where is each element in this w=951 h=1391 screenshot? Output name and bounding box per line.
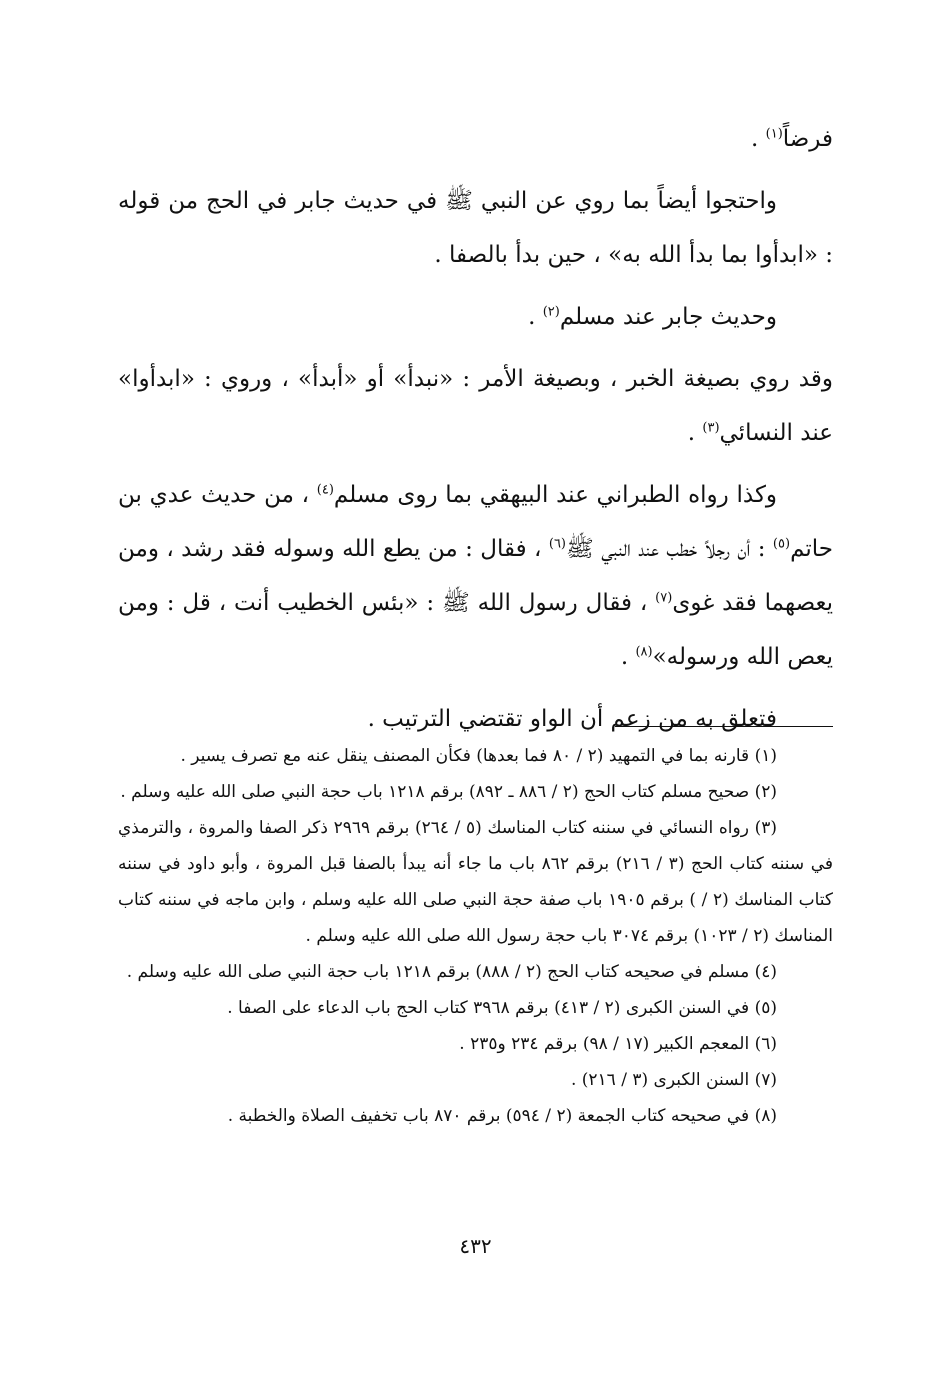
text-run: : أن رجلاً خطب عند النبي ﷺ — [566, 536, 766, 562]
text-run: فرضاً — [782, 126, 833, 152]
footnote: (٤) مسلم في صحيحه كتاب الحج (٢ / ٨٨٨) برقم ١٢١٨ باب حجة النبي صلى الله عليه وسلم . — [126, 962, 777, 982]
footnote-ref: (٧) — [655, 590, 673, 606]
footnotes — [118, 738, 833, 1134]
footnote: (٧) السنن الكبرى (٣ / ٢١٦) . — [570, 1070, 777, 1090]
text-run: ، من حديث عدي بن حاتم — [118, 482, 833, 562]
footnote-ref: (٤) — [316, 482, 334, 498]
text-run: وقد روي بصيغة الخبر ، وبصيغة الأمر : «نبدأ» أو «أبدأ» ، وروي : «ابدأوا» عند النسائي — [118, 366, 833, 446]
footnote: (٨) في صحيحه كتاب الجمعة (٢ / ٥٩٤) برقم ٨٧٠ باب تخفيف الصلاة والخطبة . — [227, 1106, 777, 1126]
footnote-ref: (٢) — [542, 304, 560, 320]
footnote-ref: (١) — [765, 126, 783, 142]
text-run: ، فقال : من يطع الله وسوله فقد رشد ، ومن يعصهما فقد غوى — [118, 536, 834, 616]
paragraph — [118, 174, 833, 282]
footnote-divider — [615, 726, 833, 727]
text-run: ، فقال رسول الله ﷺ : «بئس الخطيب أنت ، قل : ومن يعص الله ورسوله» — [118, 590, 833, 670]
main-text — [118, 112, 833, 746]
footnote: (٦) المعجم الكبير (١٧ / ٩٨) برقم ٢٣٤ و٢٣٥ . — [459, 1034, 777, 1054]
text-run: فتعلق به من زعم أن الواو تقتضي الترتيب . — [367, 706, 777, 732]
paragraph-continuation: فرضاً$^{(١)}$ . — [751, 126, 833, 152]
footnote-ref: (٨) — [635, 644, 653, 660]
text-run: وكذا رواه الطبراني عند البيهقي بما روى مسلم — [333, 482, 777, 508]
footnote: (٢) صحيح مسلم كتاب الحج (٢ / ٨٨٦ ـ ٨٩٢) برقم ١٢١٨ باب حجة النبي صلى الله عليه وسلم . — [120, 782, 777, 802]
paragraph: وقد روي بصيغة الخبر ، وبصيغة الأمر : «نبدأ» أو «أبدأ» ، وروي : «ابدأوا» عند النسائي$^{(٣)}$ . — [118, 366, 833, 446]
footnote: (٥) في السنن الكبرى (٢ / ٤١٣) برقم ٣٩٦٨ كتاب الحج باب الدعاء على الصفا . — [227, 998, 777, 1018]
footnote-ref: (٥) — [772, 536, 791, 552]
text-run: وحديث جابر عند مسلم — [559, 304, 777, 330]
footnote-ref: (٣) — [702, 420, 720, 436]
text-run: واحتجوا أيضاً بما روي عن النبي ﷺ في حديث جابر في الحج من قوله : «ابدأوا بما بدأ الله به» ، حين بدأ بالصفا . — [118, 188, 833, 268]
paragraph: وكذا رواه الطبراني عند البيهقي بما روى مسلم$^{(٤)}$ ، من حديث عدي بن حاتم$^{(٥)}$ : أن رجلاً خطب عند النبي ﷺ$^{(٦)}$ ، فقال : من يطع الله وسوله فقد رشد ، ومن يعصهما فقد غوى$^{(٧)}$ ، فقال رسول الله ﷺ : «بئس الخطيب أنت ، قل : ومن يعص الله ورسوله»$^{(٨)}$ . — [118, 482, 834, 670]
footnote-ref: (٦) — [548, 536, 566, 552]
footnote: (١) قارنه بما في التمهيد (٢ / ٨٠ فما بعدها) فكأن المصنف ينقل عنه مع تصرف يسير . — [180, 746, 777, 766]
page-number: ٤٣٢ — [459, 1234, 492, 1258]
footnote: (٣) رواه النسائي في سننه كتاب المناسك (٥ / ٢٦٤) برقم ٢٩٦٩ ذكر الصفا والمروة ، والترمذي في سننه كتاب الحج (٣ / ٢١٦) برقم ٨٦٢ باب ما جاء أنه يبدأ بالصفا قبل المروة ، وأبو داود في سننه كتاب المناسك (٢ / ) برقم ١٩٠٥ باب صفة حجة النبي صلى الله عليه وسلم ، وابن ماجه في سننه كتاب المناسك (٢ / ١٠٢٣) برقم ٣٠٧٤ باب حجة رسول الله صلى الله عليه وسلم . — [118, 818, 833, 946]
paragraph: وحديث جابر عند مسلم$^{(٢)}$ . — [528, 304, 777, 330]
